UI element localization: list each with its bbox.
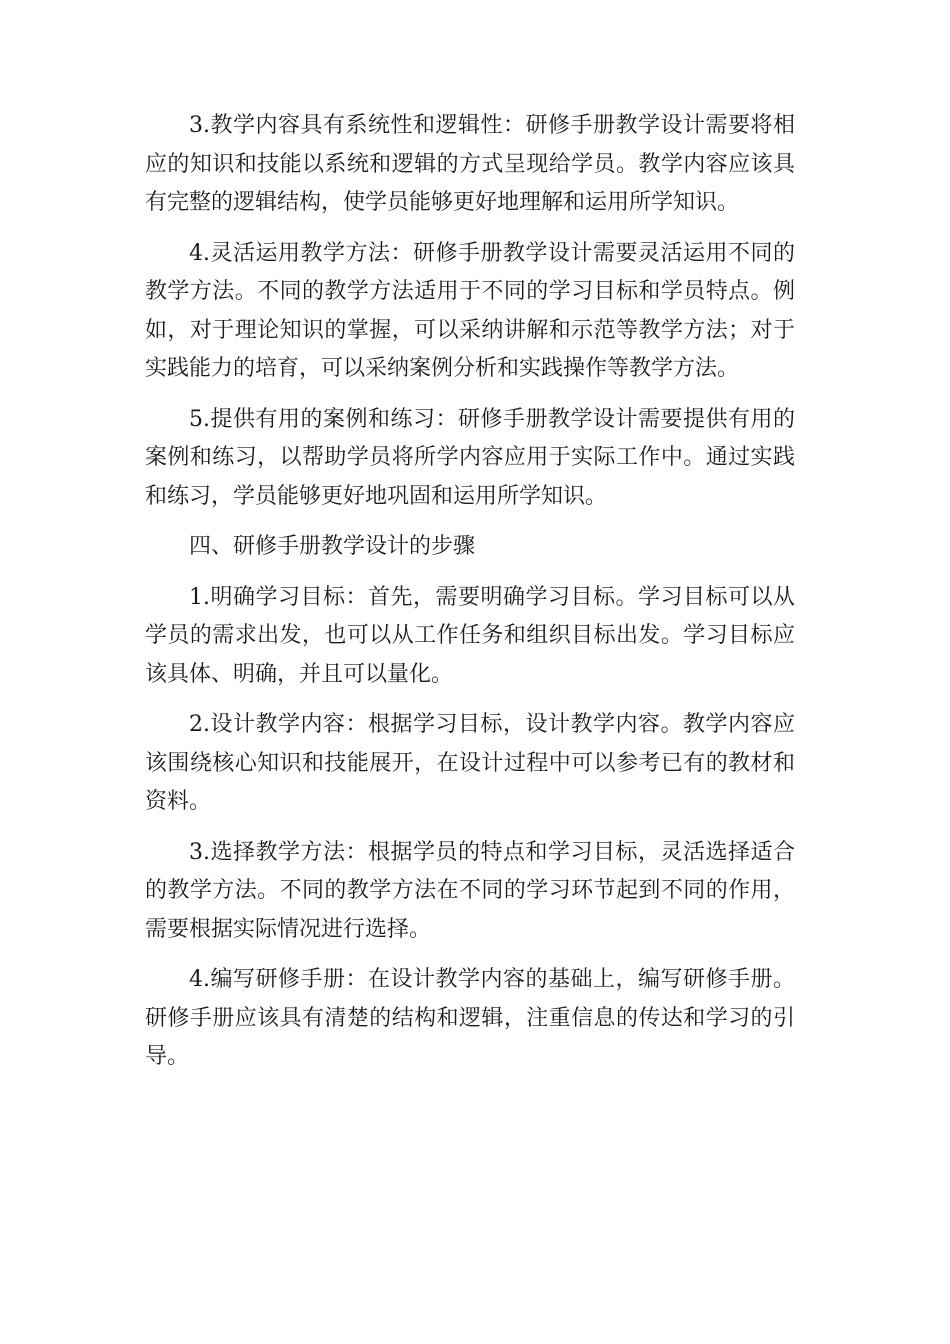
paragraph-principle-3: 3.教学内容具有系统性和逻辑性：研修手册教学设计需要将相应的知识和技能以系统和逻辑的方式呈现给学员。教学内容应该具有完整的逻辑结构，使学员能够更好地理解和运用所学知识。 <box>145 113 795 215</box>
paragraph-step-2: 2.设计教学内容：根据学习目标，设计教学内容。教学内容应该围绕核心知识和技能展开，在设计过程中可以参考已有的教材和资料。 <box>145 712 795 814</box>
paragraph-principle-5: 5.提供有用的案例和练习：研修手册教学设计需要提供有用的案例和练习，以帮助学员将所学内容应用于实际工作中。通过实践和练习，学员能够更好地巩固和运用所学知识。 <box>145 406 795 509</box>
document-body <box>145 107 795 1089</box>
paragraph-principle-4: 4.灵活运用教学方法：研修手册教学设计需要灵活运用不同的教学方法。不同的教学方法适用于不同的学习目标和学员特点。例如，对于理论知识的掌握，可以采纳讲解和示范等教学方法；对于实践能力的培育，可以采纳案例分析和实践操作等教学方法。 <box>145 240 795 381</box>
paragraph-step-4: 4.编写研修手册：在设计教学内容的基础上，编写研修手册。研修手册应该具有清楚的结构和逻辑，注重信息的传达和学习的引导。 <box>145 967 795 1069</box>
paragraph-step-1: 1.明确学习目标：首先，需要明确学习目标。学习目标可以从学员的需求出发，也可以从工作任务和组织目标出发。学习目标应该具体、明确，并且可以量化。 <box>145 584 795 687</box>
paragraph-step-3: 3.选择教学方法：根据学员的特点和学习目标，灵活选择适合的教学方法。不同的教学方法在不同的学习环节起到不同的作用，需要根据实际情况进行选择。 <box>145 839 795 942</box>
section-heading: 四、研修手册教学设计的步骤 <box>189 534 476 559</box>
